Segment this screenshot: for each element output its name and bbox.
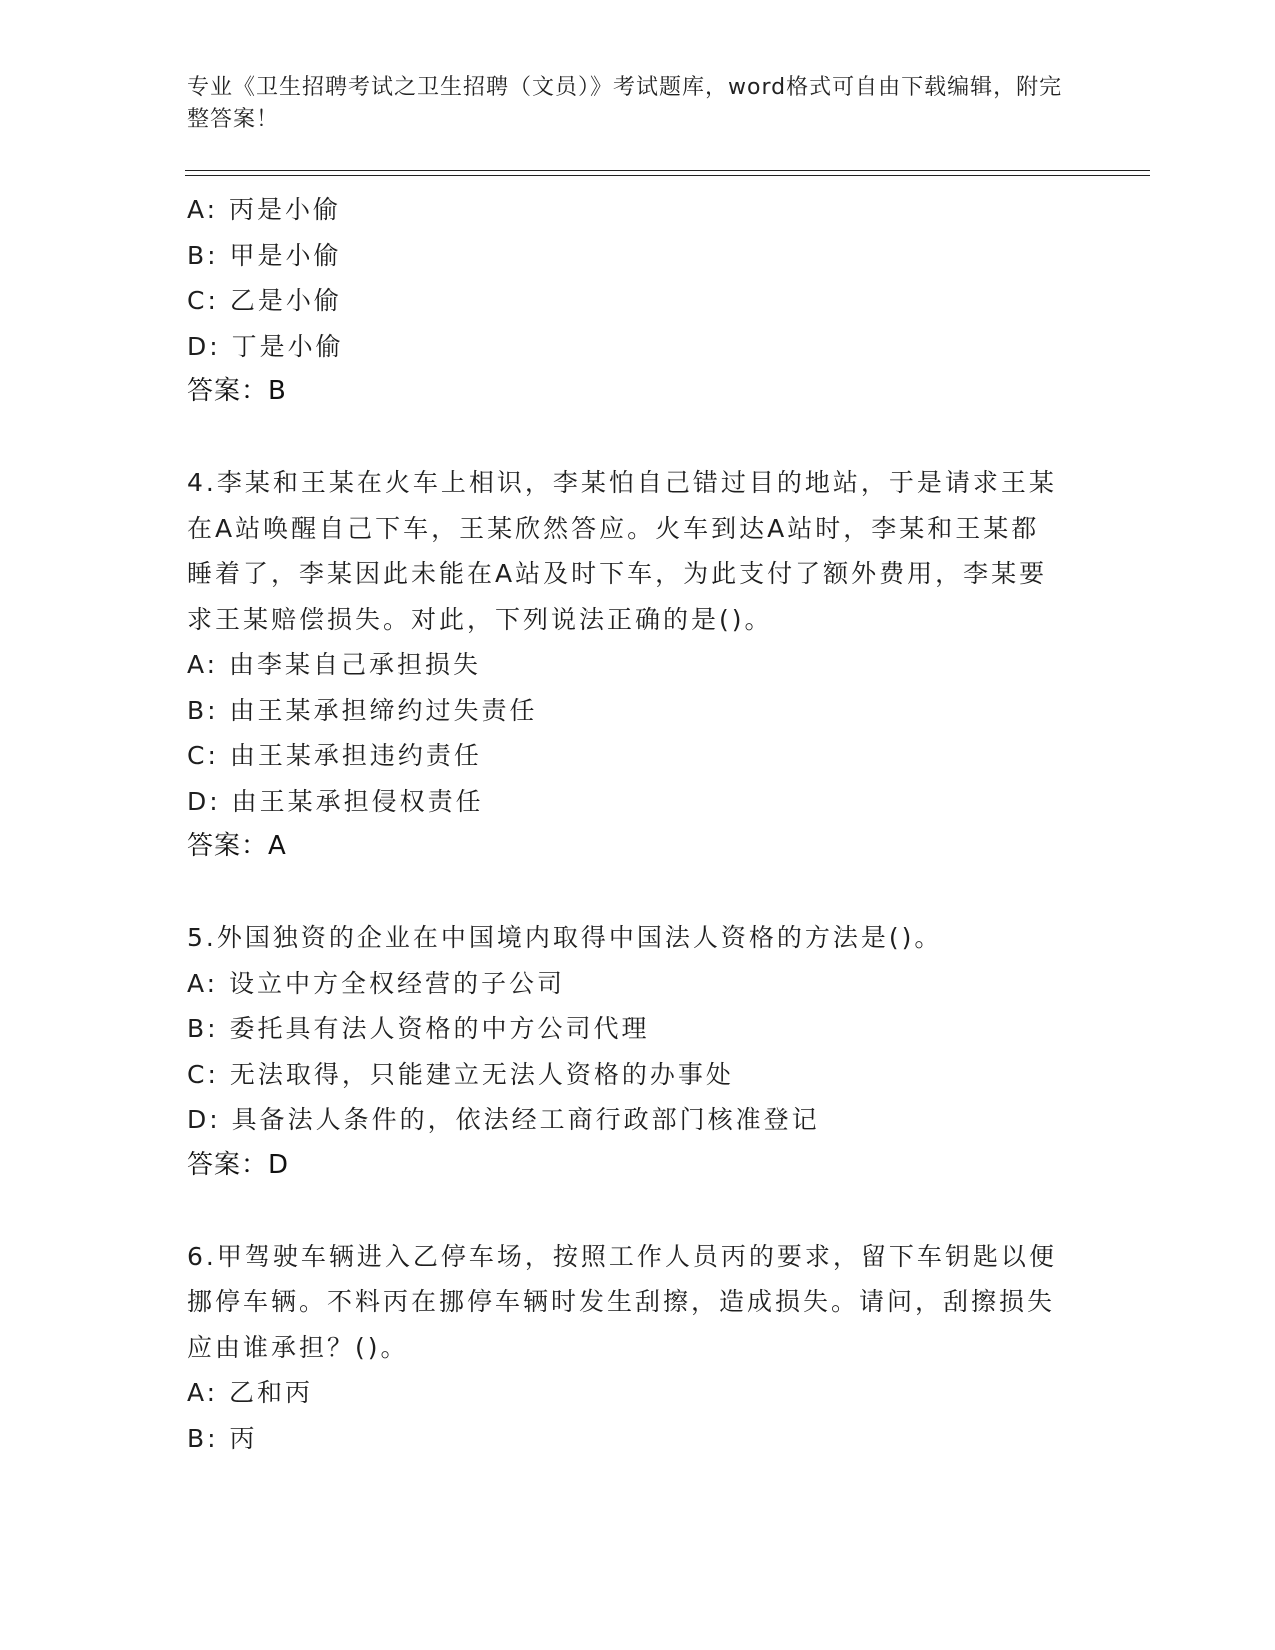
question-stem: 4.李某和王某在火车上相识，李某怕自己错过目的地站，于是请求王某在A站唤醒自己下车，王某欣然答应。火车到达A站时，李某和王某都睡着了，李某因此未能在A站及时下车，为此支付了额外费用，李某要求王某赔偿损失。对此，下列说法正确的是()。 — [187, 468, 1057, 634]
question-3 — [187, 187, 1087, 415]
option-a: A: 乙和丙 — [187, 1378, 314, 1407]
answer: 答案：A — [187, 831, 287, 861]
answer: 答案：B — [187, 376, 287, 406]
header-rule-top — [185, 170, 1150, 171]
question-stem: 6.甲驾驶车辆进入乙停车场，按照工作人员丙的要求，留下车钥匙以便挪停车辆。不料丙在挪停车辆时发生刮擦，造成损失。请问，刮擦损失应由谁承担？()。 — [187, 1241, 1057, 1362]
option-a: A: 设立中方全权经营的子公司 — [187, 968, 566, 998]
question-stem: 5.外国独资的企业在中国境内取得中国法人资格的方法是()。 — [187, 923, 943, 952]
option-b: B: 甲是小偷 — [187, 240, 342, 270]
question-5 — [187, 915, 1087, 1188]
spacer — [187, 1188, 1087, 1234]
answer: 答案：D — [187, 1149, 290, 1180]
option-b: B: 丙 — [187, 1423, 258, 1453]
option-c: C: 由王某承担违约责任 — [187, 741, 482, 770]
header-rule-bottom — [185, 175, 1150, 176]
option-d: D: 由王某承担侵权责任 — [187, 786, 484, 816]
option-c: C: 无法取得，只能建立无法人资格的办事处 — [187, 1059, 734, 1089]
spacer — [187, 870, 1087, 916]
option-a: A: 由李某自己承担损失 — [187, 650, 482, 679]
question-content — [187, 187, 1087, 1461]
spacer — [187, 415, 1087, 461]
option-b: B: 由王某承担缔约过失责任 — [187, 695, 538, 725]
option-a: A: 丙是小偷 — [187, 195, 342, 224]
option-d: D: 具备法人条件的，依法经工商行政部门核准登记 — [187, 1105, 820, 1134]
question-4 — [187, 460, 1087, 870]
question-6 — [187, 1234, 1087, 1462]
document-header: 专业《卫生招聘考试之卫生招聘（文员）》考试题库，word格式可自由下载编辑，附完整答案！ — [187, 75, 1063, 132]
option-c: C: 乙是小偷 — [187, 286, 342, 315]
option-b: B: 委托具有法人资格的中方公司代理 — [187, 1014, 650, 1043]
option-d: D: 丁是小偷 — [187, 331, 344, 361]
